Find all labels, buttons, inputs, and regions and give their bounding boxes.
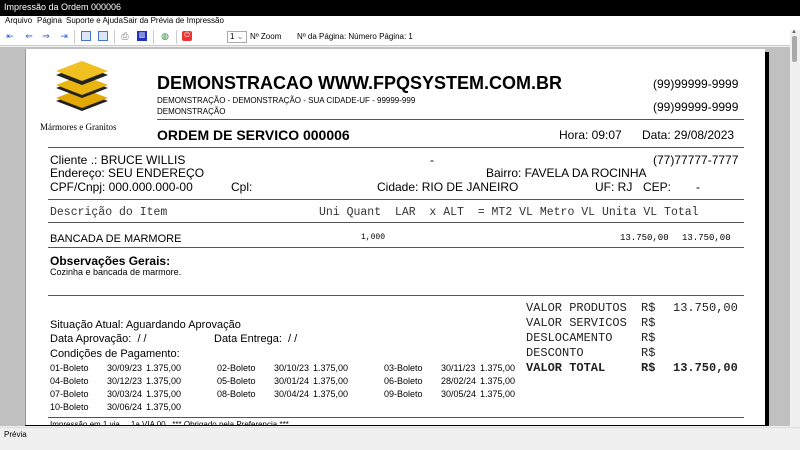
installment-n: 06-Boleto (384, 376, 423, 386)
toolbar (0, 28, 800, 46)
client-dash: - (430, 153, 434, 167)
total-currency: R$ (641, 346, 656, 360)
client-address: Endereço: SEU ENDEREÇO (50, 166, 205, 180)
client-city: Cidade: RIO DE JANEIRO (377, 180, 519, 194)
installment-v: 1.375,00 (313, 376, 349, 386)
installment-v: 1.375,00 (146, 402, 182, 412)
client-name: Cliente .: BRUCE WILLIS (50, 153, 186, 167)
total-label: DESCONTO (526, 346, 584, 360)
obs-title: Observações Gerais: (50, 254, 171, 268)
client-bairro: Bairro: FAVELA DA ROCINHA (486, 166, 647, 180)
zoom-label: Nº Zoom (250, 32, 282, 41)
export-icon[interactable]: ◍ (161, 31, 169, 41)
order-time: Hora: 09:07 (559, 128, 622, 142)
installment-v: 1.375,00 (480, 376, 516, 386)
total-value: 13.750,00 (673, 361, 738, 375)
vertical-scrollbar[interactable] (790, 30, 800, 426)
installment-d: 30/06/24 (107, 402, 143, 412)
item-quantity: 1,000 (361, 233, 386, 242)
close-preview-icon[interactable]: ⏻ (182, 31, 192, 41)
logo-text: Mármores e Granitos (40, 122, 117, 132)
installment-v: 1.375,00 (313, 363, 349, 373)
next-page-icon[interactable]: ⇒ (42, 31, 50, 41)
installment-n: 08-Boleto (217, 389, 256, 399)
installment-n: 03-Boleto (384, 363, 423, 373)
menu-suporte[interactable]: Suporte e Ajuda (66, 16, 123, 25)
single-page-icon[interactable] (81, 31, 91, 41)
last-page-icon[interactable]: ⇥ (60, 31, 68, 41)
menu-sair[interactable]: Sair da Prévia de Impressão (123, 16, 224, 25)
installment-n: 07-Boleto (50, 389, 89, 399)
installment-n: 02-Boleto (217, 363, 256, 373)
item-description: BANCADA DE MARMORE (50, 233, 182, 245)
installment-d: 30/01/24 (274, 376, 310, 386)
installment-d: 30/11/23 (441, 363, 476, 373)
total-value: 13.750,00 (673, 301, 738, 315)
menu-arquivo[interactable]: Arquivo (5, 16, 33, 25)
client-cep-value: - (696, 180, 700, 194)
chevron-down-icon: ⌄ (236, 32, 244, 41)
status-bar: Prévia (0, 427, 800, 450)
client-phone: (77)77777-7777 (653, 153, 739, 167)
report-page (25, 49, 765, 429)
installment-v: 1.375,00 (146, 376, 182, 386)
item-total: 13.750,00 (682, 233, 731, 243)
menu-pagina[interactable]: Página (37, 16, 62, 25)
zoom-select[interactable]: 1 ⌄ (227, 31, 247, 43)
installment-d: 30/04/24 (274, 389, 310, 399)
total-label: VALOR TOTAL (526, 361, 606, 375)
two-pages-icon[interactable] (98, 31, 108, 41)
printer-icon[interactable]: ⎙ (121, 31, 129, 41)
company-phone2: (99)99999-9999 (653, 100, 739, 114)
total-label: VALOR PRODUTOS (526, 301, 627, 315)
company-logo (54, 59, 110, 117)
installment-n: 04-Boleto (50, 376, 89, 386)
installment-n: 05-Boleto (217, 376, 256, 386)
delivery-date: Data Entrega: / / (214, 333, 298, 345)
total-label: VALOR SERVICOS (526, 316, 627, 330)
payment-conditions-title: Condições de Pagamento: (50, 348, 180, 360)
page-number-label: Nº da Página: Número Página: 1 (297, 32, 413, 41)
installment-d: 30/12/23 (107, 376, 143, 386)
installment-d: 30/10/23 (274, 363, 310, 373)
installment-n: 10-Boleto (50, 402, 89, 412)
window-title: Impressão da Ordem 000006 (0, 0, 800, 16)
total-label: DESLOCAMENTO (526, 331, 613, 345)
total-currency: R$ (641, 331, 656, 345)
col-headers: Uni Quant LAR x ALT = MT2 VL Metro VL Unita VL Total (319, 206, 699, 219)
total-currency: R$ (641, 301, 656, 315)
menu-bar (0, 16, 800, 28)
scrollbar-thumb[interactable] (792, 36, 797, 62)
total-currency: R$ (641, 361, 656, 375)
first-page-icon[interactable]: ⇤ (6, 31, 14, 41)
order-date: Data: 29/08/2023 (642, 128, 735, 142)
company-name: DEMONSTRACAO WWW.FPQSYSTEM.COM.BR (157, 73, 562, 93)
approval-date: Data Aprovação: / / (50, 333, 147, 345)
installment-d: 28/02/24 (441, 376, 477, 386)
installment-v: 1.375,00 (480, 363, 516, 373)
installment-n: 01-Boleto (50, 363, 89, 373)
installment-v: 1.375,00 (313, 389, 349, 399)
company-line2: DEMONSTRAÇÃO (157, 107, 226, 116)
order-title: ORDEM DE SERVICO 000006 (157, 127, 350, 143)
installment-d: 30/09/23 (107, 363, 143, 373)
client-cpl: Cpl: (231, 180, 253, 194)
client-uf: UF: RJ (595, 180, 633, 194)
installment-v: 1.375,00 (146, 389, 182, 399)
scroll-up-icon[interactable]: ▲ (791, 29, 797, 35)
company-address: DEMONSTRAÇÃO - DEMONSTRAÇÃO - SUA CIDADE-UF - 99999-999 (157, 96, 416, 105)
installment-d: 30/03/24 (107, 389, 143, 399)
company-phone1: (99)99999-9999 (653, 77, 739, 91)
col-description: Descrição do Item (50, 206, 168, 219)
installment-v: 1.375,00 (146, 363, 182, 373)
total-currency: R$ (641, 316, 656, 330)
installment-v: 1.375,00 (480, 389, 516, 399)
item-unit-price: 13.750,00 (620, 233, 669, 243)
installment-d: 30/05/24 (441, 389, 477, 399)
obs-text: Cozinha e bancada de marmore. (50, 267, 182, 277)
installment-n: 09-Boleto (384, 389, 423, 399)
client-cep: CEP: (643, 180, 672, 194)
status-text: Situação Atual: Aguardando Aprovação (50, 319, 241, 331)
print-setup-icon[interactable]: ▥ (138, 32, 146, 39)
prev-page-icon[interactable]: ⇐ (25, 31, 33, 41)
client-cpf: CPF/Cnpj: 000.000.000-00 (50, 180, 193, 194)
